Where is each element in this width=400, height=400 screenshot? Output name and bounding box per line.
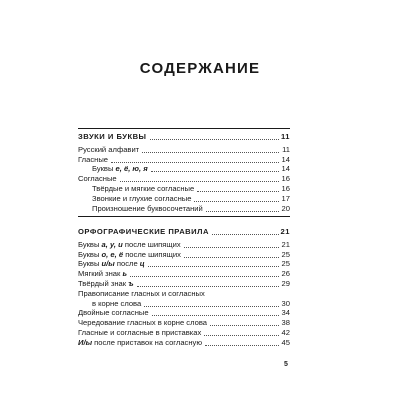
toc-entry [78, 174, 290, 184]
entry-text-part: И/ы [78, 337, 93, 347]
toc-entry-label [78, 240, 181, 250]
entry-page: 14 [281, 164, 290, 174]
toc-entry-label [92, 194, 191, 204]
leader-dots [152, 315, 279, 316]
toc-entry-label [78, 250, 181, 260]
toc-entry-label [78, 338, 202, 348]
toc-entry [92, 184, 290, 194]
leader-dots [130, 276, 279, 277]
toc-entry [78, 145, 290, 155]
entry-text-part: Звонкие и глухие согласные [92, 193, 192, 203]
leader-dots [137, 286, 279, 287]
entry-text-part: а, у, и [101, 239, 123, 249]
toc-entry-label [92, 164, 148, 174]
toc-entry-label [78, 269, 127, 279]
toc-entry [78, 155, 290, 165]
leader-dots [151, 171, 279, 172]
entry-text-part: после шипящих [122, 239, 181, 249]
entry-text-part: Гласные [78, 154, 109, 164]
toc-section-heading-label: ОРФОГРАФИЧЕСКИЕ ПРАВИЛА [78, 227, 209, 236]
entry-page: 42 [281, 328, 290, 337]
toc-section-heading-label: ЗВУКИ И БУКВЫ [78, 132, 147, 141]
entry-text-part: ь [122, 269, 127, 279]
entry-page: 34 [281, 308, 290, 318]
toc-entry [92, 194, 290, 204]
entry-text-part: ц [139, 259, 145, 269]
entry-page: 17 [281, 193, 290, 203]
leader-dots [144, 306, 279, 307]
toc-entry [78, 308, 290, 318]
entry-text-part: в корне слова [92, 298, 142, 308]
toc-entry [78, 269, 290, 279]
toc-entry [92, 204, 290, 214]
entry-page: 20 [281, 203, 290, 213]
entry-text-part: Согласные [78, 174, 117, 184]
toc-entry-label [78, 155, 108, 165]
leader-dots [184, 247, 279, 248]
entry-page: 26 [281, 269, 290, 279]
entry-text-part: после шипящих [123, 249, 181, 259]
leader-dots [120, 181, 279, 182]
toc-entry [78, 338, 290, 348]
leader-dots [204, 335, 279, 336]
entry-page: 11 [282, 144, 290, 154]
leader-dots [197, 191, 279, 192]
toc-entry-label [92, 299, 141, 309]
entry-text-part: и/ы [101, 259, 115, 269]
toc-entry-label [78, 328, 201, 338]
entry-text-part: Правописание гласных и согласных [78, 288, 205, 298]
toc-section-heading [78, 227, 290, 237]
entry-text-part: ъ [128, 279, 134, 288]
toc-entry-label [78, 174, 117, 184]
section-rule [78, 216, 290, 217]
entry-page: 30 [281, 298, 290, 308]
entry-text-part: Мягкий знак [78, 269, 123, 279]
entry-page: 14 [281, 154, 290, 164]
entry-page: 16 [281, 184, 290, 193]
toc-entry [78, 318, 290, 328]
toc-entry-label [92, 184, 194, 194]
entry-text-part: Буквы [78, 239, 102, 249]
toc-entry [92, 299, 290, 309]
entry-page: 16 [281, 174, 290, 184]
entry-page: 25 [281, 249, 290, 259]
entry-text-part: е, ё, ю, я [115, 164, 148, 174]
leader-dots [142, 152, 279, 153]
entry-page: 45 [281, 337, 290, 347]
entry-text-part: Твёрдый знак [78, 279, 129, 288]
toc-entry-label [78, 308, 149, 318]
entry-page: 25 [281, 259, 290, 269]
entry-text-part: Твёрдые и мягкие согласные [92, 184, 195, 193]
section-rule [78, 128, 290, 129]
page-number: 5 [284, 361, 288, 368]
toc-section-heading [78, 132, 290, 142]
toc-entry-label [78, 279, 134, 289]
entry-text-part: о, е, ё [101, 249, 124, 259]
toc-entry [78, 259, 290, 269]
entry-page: 29 [281, 279, 290, 288]
leader-dots [184, 257, 279, 258]
toc-entry-label [78, 289, 205, 299]
leader-dots [111, 162, 279, 163]
toc-entry [78, 279, 290, 289]
entry-text-part: после [114, 259, 140, 269]
toc-entry-label [92, 204, 203, 214]
page-title: СОДЕРЖАНИЕ [139, 60, 261, 77]
toc-entry-label [78, 318, 207, 328]
leader-dots [206, 211, 279, 212]
entry-text-part: Буквы [78, 249, 102, 259]
leader-dots [148, 266, 279, 267]
leader-dots [150, 139, 279, 140]
leader-dots [194, 201, 279, 202]
toc-entry [78, 289, 290, 299]
toc-entry-label [78, 145, 139, 155]
leader-dots [210, 325, 279, 326]
entry-text-part: Двойные согласные [78, 308, 149, 318]
entry-text-part: Гласные и согласные в приставках [78, 328, 202, 337]
entry-page: 21 [281, 239, 290, 249]
entry-text-part: после приставок на согласную [92, 337, 203, 347]
leader-dots [205, 345, 279, 346]
entry-text-part: Чередование гласных в корне слова [78, 318, 208, 328]
entry-text-part: Произношение буквосочетаний [92, 203, 203, 213]
entry-text-part: Буквы [78, 259, 102, 269]
leader-dots [212, 234, 279, 235]
entry-text-part: Русский алфавит [78, 144, 140, 154]
toc-entry [78, 328, 290, 338]
toc-entry-label [78, 259, 145, 269]
entry-page: 21 [280, 227, 290, 236]
toc-entry [78, 250, 290, 260]
entry-text-part: Буквы [92, 164, 116, 174]
entry-page: 38 [281, 318, 290, 328]
toc-entry [78, 240, 290, 250]
toc-entry [92, 164, 290, 174]
entry-page: 11 [280, 132, 290, 141]
